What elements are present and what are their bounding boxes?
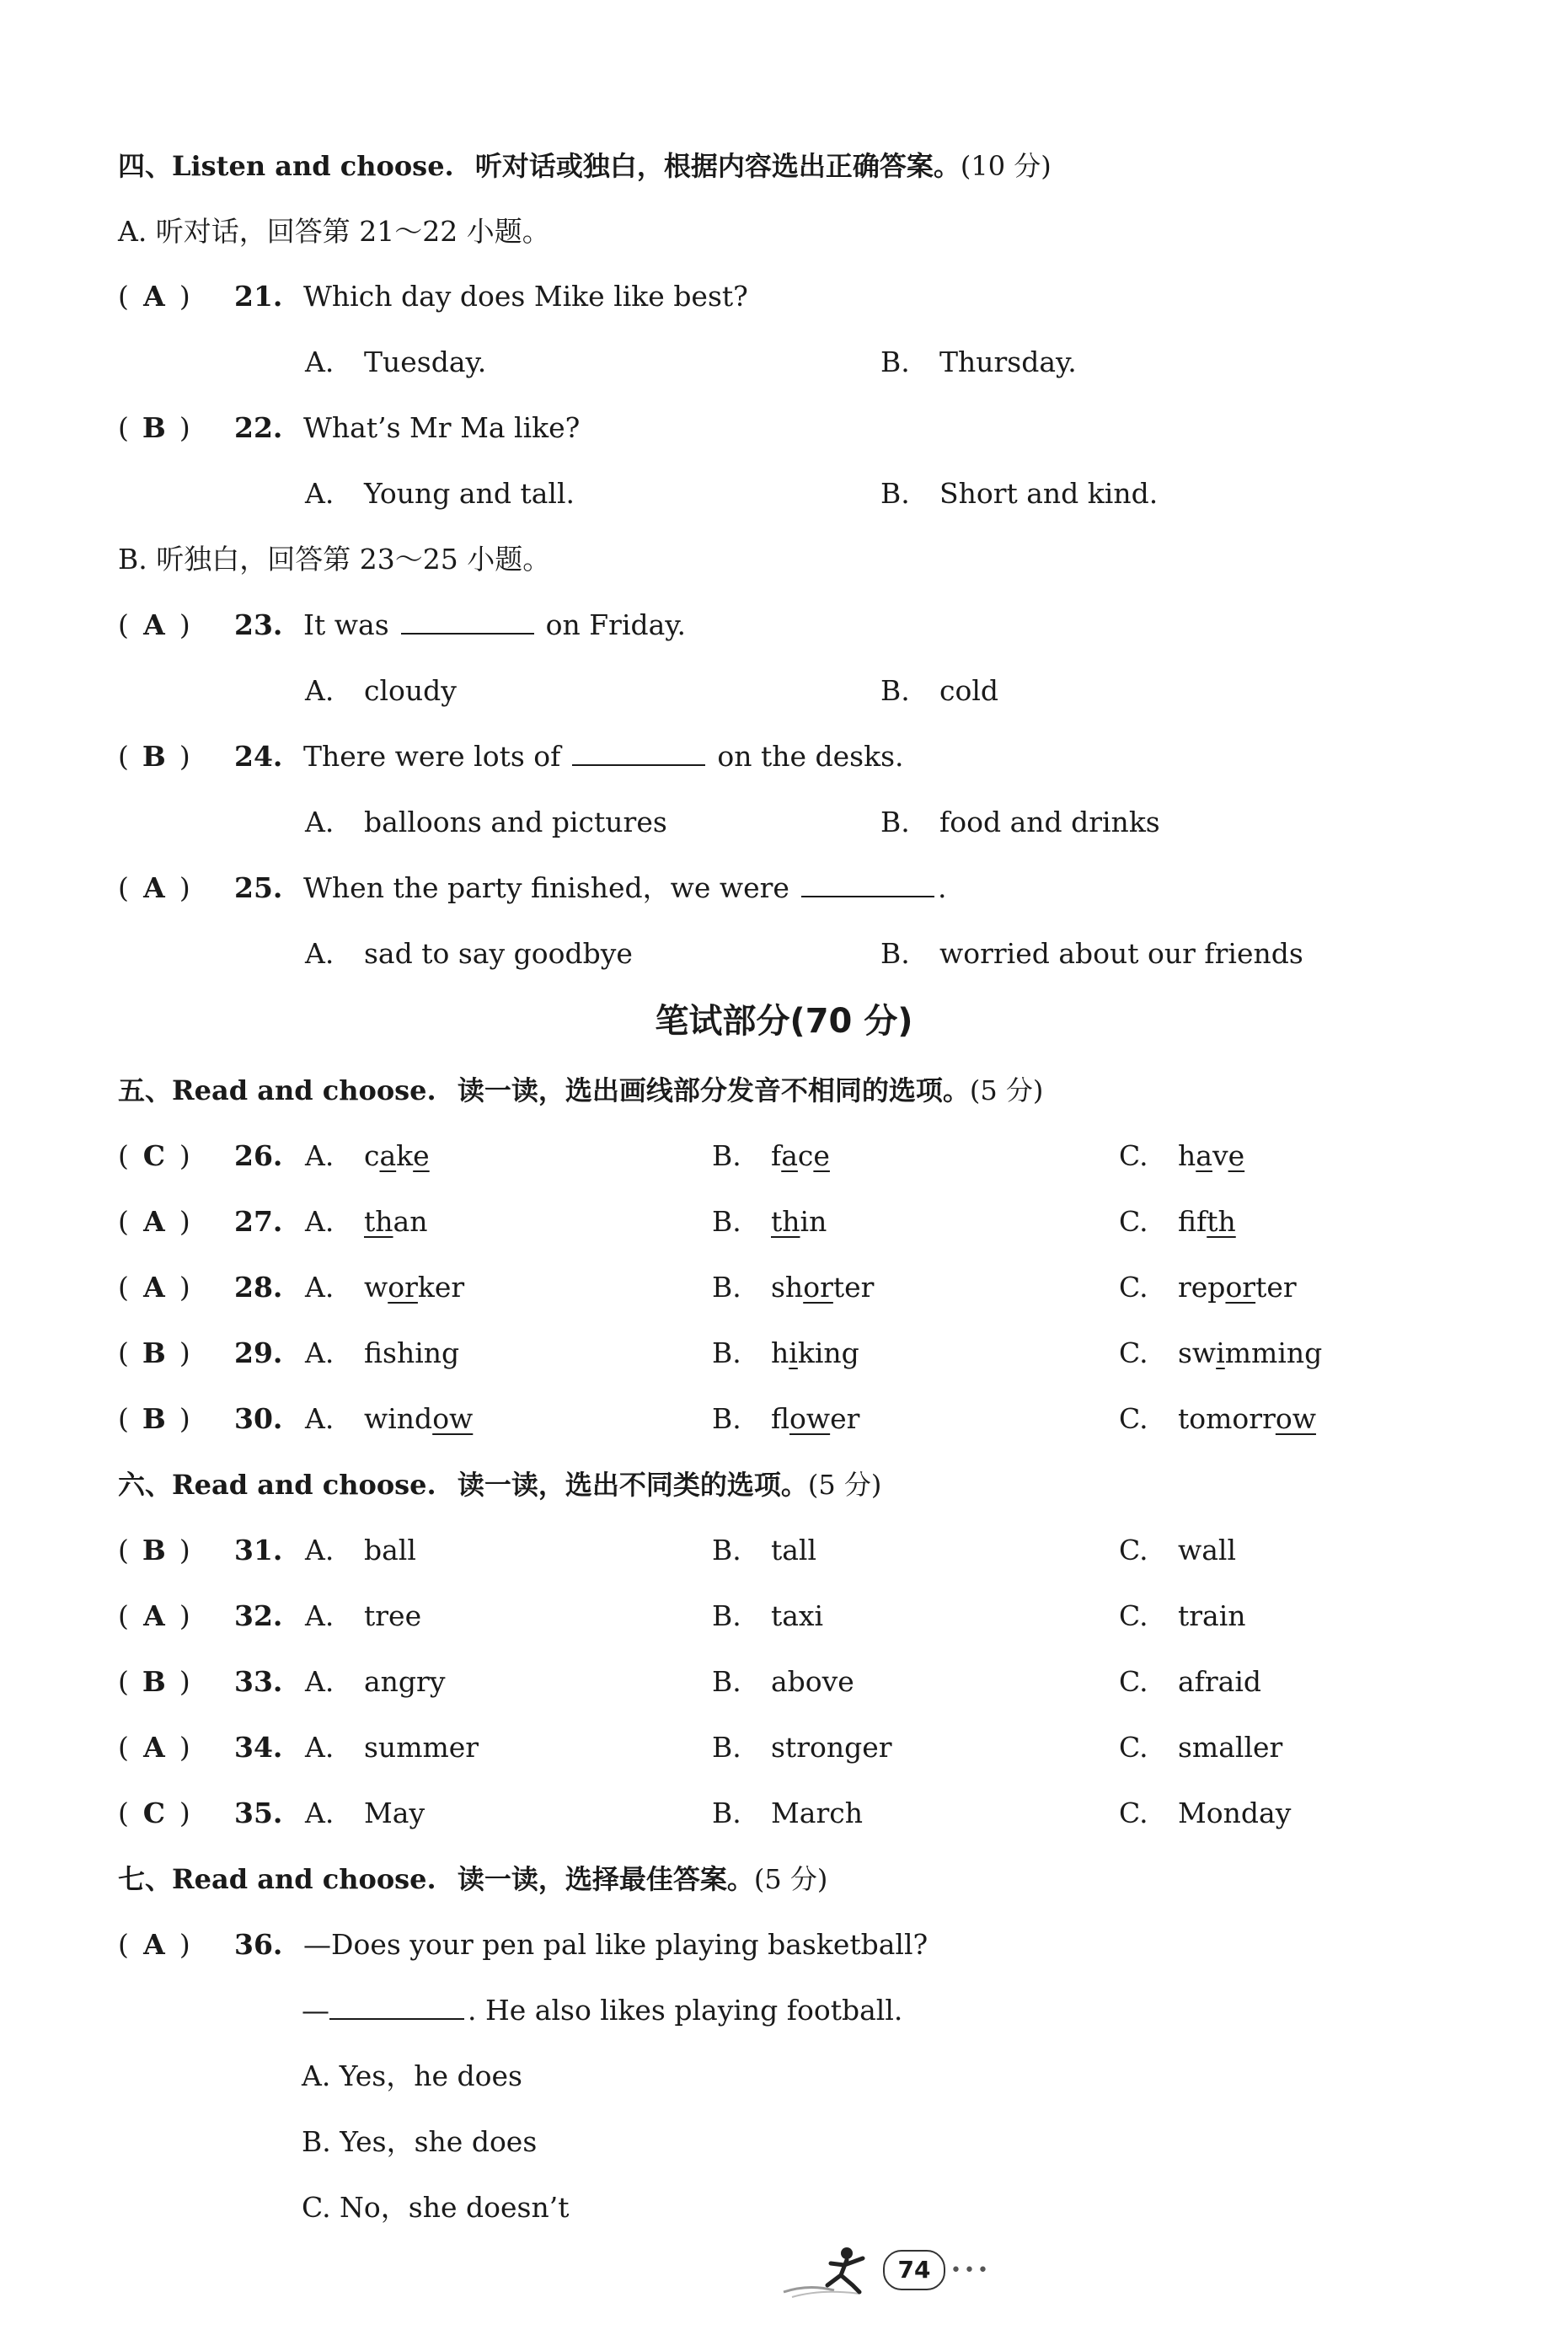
question-21 <box>118 278 748 315</box>
option-label: C. <box>1119 1139 1148 1172</box>
word-part: k <box>396 1139 414 1172</box>
answer-letter: B <box>142 1402 166 1435</box>
underlined-letters: ow <box>1275 1402 1316 1435</box>
option-word: angry <box>364 1665 446 1698</box>
option-label: B. <box>712 1599 741 1632</box>
option-label: B. <box>712 1731 741 1764</box>
word-part: c <box>797 1139 814 1172</box>
underlined-letters: th <box>1207 1205 1236 1238</box>
question-number: 31. <box>234 1534 283 1566</box>
question-25 <box>118 870 946 907</box>
word-part: ker <box>417 1271 465 1304</box>
question-line-2 <box>302 1992 902 2029</box>
option-a <box>305 1598 421 1635</box>
underlined-letters: e <box>413 1139 430 1172</box>
option-word <box>771 1139 830 1172</box>
option-label: A. <box>305 937 334 970</box>
word-part: h <box>1178 1139 1196 1172</box>
option-label: C. <box>1119 1402 1148 1435</box>
answer-letter: A <box>143 280 165 313</box>
option-word <box>1178 1271 1297 1304</box>
option-label: C. <box>1119 1731 1148 1764</box>
question-number: 35. <box>234 1797 283 1829</box>
answer-letter: B <box>142 1665 166 1698</box>
word-part: f <box>364 1336 383 1369</box>
answer-bracket: ( A ) <box>118 1598 234 1635</box>
part5-heading <box>118 1072 1043 1109</box>
question-number: 33. <box>234 1665 283 1698</box>
option-label: A. <box>305 477 334 510</box>
option-b <box>880 344 1077 381</box>
underlined-letters: a <box>1196 1139 1212 1172</box>
option-label: B. <box>880 806 910 838</box>
answer-letter: A <box>143 1271 165 1304</box>
option-word <box>771 1271 874 1304</box>
option-word: tall <box>771 1534 817 1566</box>
question-row <box>118 1729 303 1766</box>
option-c <box>1119 1663 1261 1700</box>
option-word: wall <box>1178 1534 1237 1566</box>
option-word <box>364 1205 427 1238</box>
option-label: B. <box>712 1797 741 1829</box>
underlined-letters: ow <box>432 1402 474 1435</box>
option-label: A. <box>305 1402 334 1435</box>
option-word: May <box>364 1797 425 1829</box>
option-a <box>305 1532 416 1569</box>
question-number: 23. <box>234 608 283 641</box>
question-row <box>118 1532 303 1569</box>
option-b <box>712 1400 859 1438</box>
part6-heading-prefix: 六、Read and choose. <box>118 1469 436 1501</box>
option-label: A. <box>305 1139 334 1172</box>
answer-bracket: ( C ) <box>118 1138 234 1175</box>
option-b <box>880 935 1303 972</box>
question-24 <box>118 738 904 775</box>
option-label: A. <box>305 345 334 378</box>
answer-bracket: ( A ) <box>118 1269 234 1306</box>
option-b <box>880 804 1160 841</box>
answer-blank <box>801 870 934 897</box>
option-label: C. <box>1119 1271 1148 1304</box>
underlined-letters: ow <box>789 1402 831 1435</box>
question-number: 30. <box>234 1402 283 1435</box>
answer-letter: C <box>142 1139 165 1172</box>
option-b <box>712 1532 816 1569</box>
option-label: A. <box>305 1205 334 1238</box>
answer-bracket: ( A ) <box>118 1926 234 1963</box>
option-b <box>712 1335 859 1372</box>
option-word <box>1178 1139 1244 1172</box>
option-word <box>771 1336 859 1369</box>
option-text: Thursday. <box>939 345 1077 378</box>
word-part: tomorr <box>1178 1402 1276 1435</box>
word-part: sh <box>771 1271 804 1304</box>
option-word: March <box>771 1797 863 1829</box>
option-word <box>1178 1205 1236 1238</box>
option-b <box>712 1663 854 1700</box>
option-word: train <box>1178 1599 1246 1632</box>
option-text: Short and kind. <box>939 477 1159 510</box>
option-c <box>1119 1400 1316 1438</box>
question-number: 27. <box>234 1205 283 1238</box>
option-c <box>1119 1532 1236 1569</box>
option-text: Tuesday. <box>364 345 487 378</box>
option-b <box>712 1269 874 1306</box>
question-22 <box>118 410 580 447</box>
answer-letter: A <box>143 1205 165 1238</box>
question-number: 26. <box>234 1139 283 1172</box>
option-c <box>1119 1335 1322 1372</box>
option-label: C. <box>1119 1205 1148 1238</box>
option-a <box>305 672 457 710</box>
option-word <box>1178 1336 1322 1369</box>
part7-heading <box>118 1861 827 1898</box>
question-number: 32. <box>234 1599 283 1632</box>
answer-bracket: ( A ) <box>118 1203 234 1240</box>
part4-heading <box>118 147 1052 185</box>
question-36 <box>118 1926 928 1963</box>
option-word <box>364 1139 430 1172</box>
word-part: mming <box>1224 1336 1323 1369</box>
answer-letter: B <box>142 411 166 444</box>
word-part: c <box>364 1139 380 1172</box>
answer-bracket: ( A ) <box>118 870 234 907</box>
answer-bracket: ( B ) <box>118 1335 234 1372</box>
option-word: Monday <box>1178 1797 1292 1829</box>
part7-heading-cn: 读一读，选择最佳答案。 <box>457 1863 754 1895</box>
option-a <box>305 344 486 381</box>
word-part: shing <box>383 1336 460 1369</box>
question-text: What’s Mr Ma like? <box>303 411 581 444</box>
option-label: A. <box>305 1731 334 1764</box>
option-b <box>712 1138 830 1175</box>
option-word: stronger <box>771 1731 892 1764</box>
part7-heading-prefix: 七、Read and choose. <box>118 1863 436 1895</box>
option-label: B. <box>712 1271 741 1304</box>
answer-letter: A <box>143 871 165 904</box>
option-b <box>712 1598 823 1635</box>
option-label: B. <box>712 1336 741 1369</box>
option-label: B. <box>880 674 910 707</box>
option-word <box>771 1205 827 1238</box>
option-label: C. <box>1119 1534 1148 1566</box>
option-word <box>771 1402 859 1435</box>
option-text: cold <box>939 674 999 707</box>
question-number: 34. <box>234 1731 283 1764</box>
option-c: C. No，she doesn’t <box>302 2191 570 2224</box>
underlined-letters: a <box>781 1139 798 1172</box>
option-a <box>305 1663 445 1700</box>
part5-heading-prefix: 五、Read and choose. <box>118 1074 436 1106</box>
option-c <box>1119 1598 1246 1635</box>
option-a: A. Yes，he does <box>302 2059 522 2092</box>
option-text: food and drinks <box>939 806 1160 838</box>
part4-heading-cn: 听对话或独白，根据内容选出正确答案。 <box>474 150 961 182</box>
option-c <box>1119 1269 1297 1306</box>
option-text: balloons and pictures <box>364 806 667 838</box>
answer-letter: B <box>142 1534 166 1566</box>
underlined-letters: e <box>1228 1139 1245 1172</box>
underlined-letters: e <box>813 1139 830 1172</box>
answer-letter: C <box>142 1797 165 1829</box>
option-label: A. <box>305 674 334 707</box>
answer-letter: A <box>143 1731 165 1764</box>
option-a <box>305 1269 464 1306</box>
question-row <box>118 1269 303 1306</box>
option-a <box>305 935 633 972</box>
answer-letter: B <box>142 740 166 773</box>
option-a <box>305 1335 459 1372</box>
option-b <box>880 475 1158 512</box>
word-part: fif <box>1178 1205 1207 1238</box>
option-label: A. <box>305 1534 334 1566</box>
option-c <box>1119 1729 1282 1766</box>
underlined-letters: i <box>789 1336 798 1369</box>
option-label: B. <box>880 345 910 378</box>
answer-bracket: ( A ) <box>118 607 234 644</box>
underlined-letters: th <box>364 1205 393 1238</box>
answer-bracket: ( B ) <box>118 1663 234 1700</box>
option-a <box>305 1138 430 1175</box>
question-number: 22. <box>234 411 283 444</box>
question-text-after-blank: . <box>937 871 947 904</box>
option-label: A. <box>305 1271 334 1304</box>
question-number: 21. <box>234 280 283 313</box>
page-footer <box>775 2241 994 2309</box>
underlined-letters: or <box>388 1271 418 1304</box>
page-number: 74 <box>883 2250 945 2290</box>
question-text-after-blank: on the desks. <box>717 740 904 773</box>
underlined-letters: or <box>1225 1271 1256 1304</box>
part5-heading-points: (5 分) <box>969 1074 1044 1106</box>
option-b <box>712 1795 863 1832</box>
option-word: above <box>771 1665 854 1698</box>
option-b: B. Yes，she does <box>302 2125 538 2158</box>
option-c <box>1119 1795 1291 1832</box>
option-label: B. <box>712 1665 741 1698</box>
question-row <box>118 1335 303 1372</box>
answer-blank <box>401 608 534 635</box>
footer-dots: ••• <box>950 2260 991 2281</box>
answer-bracket: ( B ) <box>118 1532 234 1569</box>
answer-bracket: ( B ) <box>118 738 234 775</box>
word-part: king <box>797 1336 859 1369</box>
answer-bracket: ( C ) <box>118 1795 234 1832</box>
option-b <box>880 672 998 710</box>
question-number: 25. <box>234 871 283 904</box>
part4-subheading-a: A. 听对话，回答第 21～22 小题。 <box>118 215 550 248</box>
option-b <box>712 1729 892 1766</box>
option-label: B. <box>880 937 910 970</box>
answer-bracket: ( B ) <box>118 410 234 447</box>
question-row <box>118 1203 303 1240</box>
part6-heading-cn: 读一读，选出不同类的选项。 <box>457 1469 808 1501</box>
option-word <box>1178 1402 1316 1435</box>
question-text-after-blank: on Friday. <box>545 608 687 641</box>
answer-bracket: ( A ) <box>118 1729 234 1766</box>
underlined-letters: i <box>1216 1336 1225 1369</box>
option-a <box>305 1729 479 1766</box>
word-part: f <box>771 1139 782 1172</box>
underlined-letters: th <box>771 1205 800 1238</box>
option-a <box>305 1400 473 1438</box>
word-part: w <box>364 1271 388 1304</box>
question-text-after-blank: . He also likes playing football. <box>468 1994 903 2027</box>
option-word: smaller <box>1178 1731 1283 1764</box>
option-word <box>364 1336 459 1369</box>
option-label: A. <box>305 1797 334 1829</box>
option-label: C. <box>1119 1599 1148 1632</box>
option-word: tree <box>364 1599 422 1632</box>
question-row <box>118 1138 303 1175</box>
answer-letter: B <box>142 1336 166 1369</box>
word-part: fl <box>771 1402 790 1435</box>
option-label: C. <box>1119 1336 1148 1369</box>
option-c <box>1119 1203 1236 1240</box>
option-label: B. <box>712 1205 741 1238</box>
question-row <box>118 1400 303 1438</box>
option-label: A. <box>305 1665 334 1698</box>
question-row <box>118 1795 303 1832</box>
answer-blank <box>329 1993 464 2020</box>
part6-heading-points: (5 分) <box>807 1469 882 1501</box>
question-row <box>118 1598 303 1635</box>
option-label: A. <box>305 806 334 838</box>
written-section-title: 笔试部分(70 分) <box>655 1002 913 1041</box>
part7-heading-points: (5 分) <box>753 1863 828 1895</box>
underlined-letters: or <box>803 1271 833 1304</box>
question-number: 29. <box>234 1336 283 1369</box>
part4-heading-points: (10 分) <box>960 150 1052 182</box>
option-label: C. <box>1119 1797 1148 1829</box>
word-part: rep <box>1178 1271 1226 1304</box>
question-23 <box>118 607 686 644</box>
answer-bracket: ( A ) <box>118 278 234 315</box>
underlined-letters: a <box>379 1139 397 1172</box>
question-text: Which day does Mike like best? <box>303 280 748 313</box>
option-label: B. <box>880 477 910 510</box>
option-word: summer <box>364 1731 479 1764</box>
question-number: 36. <box>234 1928 283 1961</box>
word-part: ter <box>832 1271 875 1304</box>
option-label: A. <box>305 1336 334 1369</box>
option-label: B. <box>712 1402 741 1435</box>
answer-letter: A <box>143 1599 165 1632</box>
option-text: Young and tall. <box>364 477 575 510</box>
word-part: h <box>771 1336 789 1369</box>
option-a <box>305 475 575 512</box>
question-number: 24. <box>234 740 283 773</box>
part5-heading-cn: 读一读，选出画线部分发音不相同的选项。 <box>457 1074 970 1106</box>
option-text: cloudy <box>364 674 457 707</box>
part4-heading-prefix: 四、Listen and choose. <box>118 150 454 182</box>
word-part: sw <box>1178 1336 1217 1369</box>
word-part: ter <box>1255 1271 1297 1304</box>
answer-blank <box>572 739 705 766</box>
part4-subheading-b: B. 听独白，回答第 23～25 小题。 <box>118 543 551 576</box>
option-word <box>364 1271 464 1304</box>
option-a <box>305 1795 425 1832</box>
question-text-before-blank: There were lots of <box>303 740 561 773</box>
option-text: worried about our friends <box>939 937 1303 970</box>
answer-letter: A <box>143 608 165 641</box>
word-part: in <box>800 1205 827 1238</box>
option-word: afraid <box>1178 1665 1262 1698</box>
question-number: 28. <box>234 1271 283 1304</box>
question-line-1: —Does your pen pal like playing basketball? <box>303 1928 928 1961</box>
option-a <box>305 1203 427 1240</box>
option-label: B. <box>712 1139 741 1172</box>
question-row <box>118 1663 303 1700</box>
option-label: C. <box>1119 1665 1148 1698</box>
part6-heading <box>118 1466 881 1503</box>
option-text: sad to say goodbye <box>364 937 633 970</box>
answer-bracket: ( B ) <box>118 1400 234 1438</box>
word-part: v <box>1212 1139 1228 1172</box>
option-word: ball <box>364 1534 416 1566</box>
option-word: taxi <box>771 1599 824 1632</box>
answer-letter: A <box>143 1928 165 1961</box>
dash: — <box>302 1994 329 2027</box>
option-word <box>364 1402 473 1435</box>
word-part: er <box>830 1402 860 1435</box>
option-label: A. <box>305 1599 334 1632</box>
running-figure-icon <box>775 2241 885 2300</box>
option-a <box>305 804 667 841</box>
question-text-before-blank: It was <box>303 608 389 641</box>
option-b <box>712 1203 827 1240</box>
option-label: B. <box>712 1534 741 1566</box>
word-part: an <box>393 1205 428 1238</box>
question-text-before-blank: When the party finished，we were <box>303 871 789 904</box>
option-c <box>1119 1138 1244 1175</box>
word-part: wind <box>364 1402 433 1435</box>
